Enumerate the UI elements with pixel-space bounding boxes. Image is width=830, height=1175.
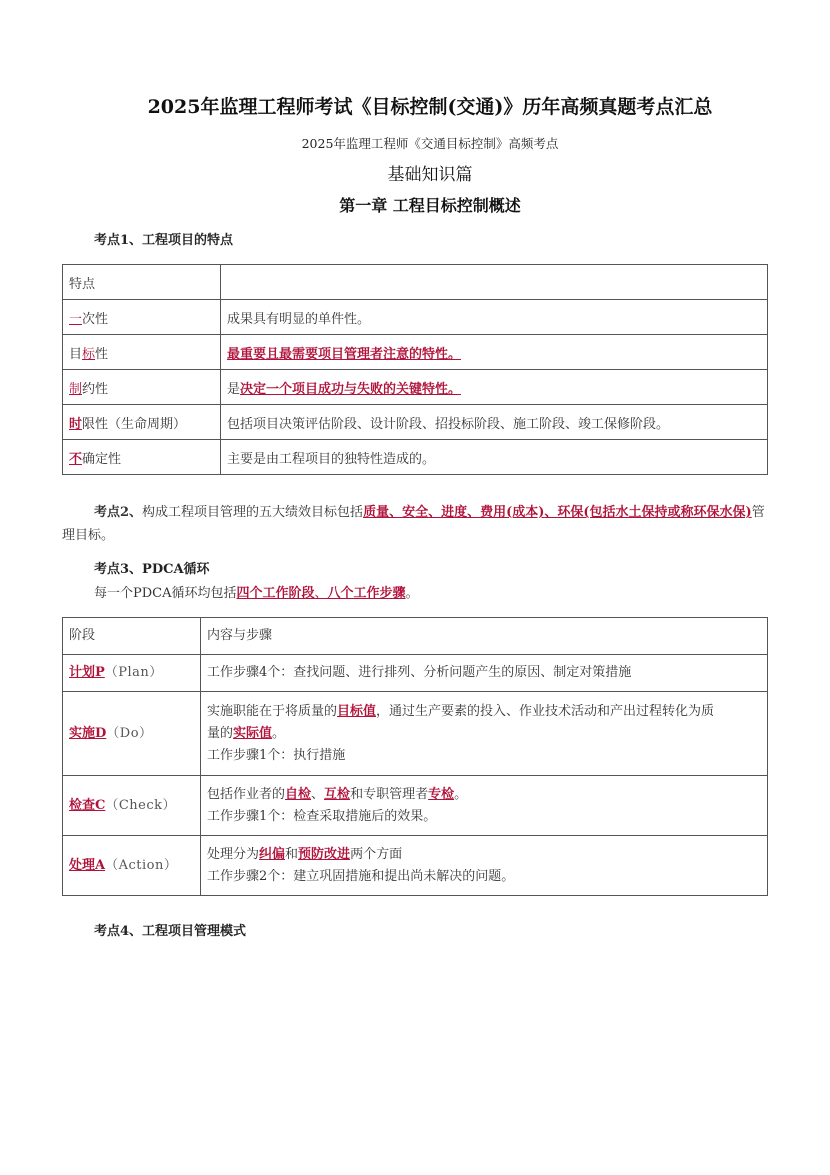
table-row: [63, 300, 768, 335]
table-cell: 目标性: [63, 335, 221, 370]
highlight-text: 四个工作阶段: [236, 586, 315, 601]
section-title: 基础知识篇: [387, 165, 473, 185]
table-cell: 一次性: [63, 300, 221, 335]
table-cell: 主要是由工程项目的独特性造成的。: [221, 440, 768, 475]
kp3-intro: 每一个PDCA循环均包括四个工作阶段、八个工作步骤。: [94, 586, 419, 601]
phase-label: 实施D: [69, 725, 107, 741]
kp3-heading: 考点3、PDCA循环: [94, 562, 210, 577]
kp4-heading: 考点4、工程项目管理模式: [94, 924, 247, 939]
highlight-text: 预防改进: [298, 846, 351, 862]
kp3-table: [62, 617, 768, 896]
table-cell: 实施D（Do）: [63, 692, 201, 776]
table-row: [63, 655, 768, 692]
highlight-char: 不: [69, 451, 83, 467]
highlight-text: 质量、安全、进度、费用(成本): [363, 505, 545, 520]
table-cell: 处理A（Action）: [63, 836, 201, 896]
table-cell: 制约性: [63, 370, 221, 405]
table-row: [63, 370, 768, 405]
table-cell: 包括作业者的自检、互检和专职管理者专检。 工作步骤1个：检查采取措施后的效果。: [201, 776, 768, 836]
table-cell: 是决定一个项目成功与失败的关键特性。: [221, 370, 768, 405]
table-cell: 实施职能在于将质量的目标值，通过生产要素的投入、作业技术活动和产出过程转化为质 量的实际值。 工作步骤1个：执行措施: [201, 692, 768, 776]
table-header-cell: 阶段: [63, 618, 201, 655]
table-row: [63, 692, 768, 776]
table-cell: 不确定性: [63, 440, 221, 475]
highlight-text: 决定一个项目成功与失败的关键特性。: [240, 381, 462, 397]
table-cell: 计划P（Plan）: [63, 655, 201, 692]
table-cell: 成果具有明显的单件性。: [221, 300, 768, 335]
highlight-text: 纠偏: [259, 846, 286, 862]
table-header-cell: 特点: [63, 265, 221, 300]
table-row: [63, 776, 768, 836]
phase-label: 计划P: [69, 665, 105, 680]
table-row: [63, 618, 768, 655]
highlight-text: 八个工作步骤: [327, 586, 406, 601]
table-header-cell: 内容与步骤: [201, 618, 768, 655]
document-subtitle: 2025年监理工程师《交通目标控制》高频考点: [301, 136, 559, 151]
kp1-table: [62, 264, 768, 475]
table-cell: 处理分为纠偏和预防改进两个方面 工作步骤2个：建立巩固措施和提出尚未解决的问题。: [201, 836, 768, 896]
highlight-text: 自检: [285, 786, 312, 802]
table-cell: 检查C（Check）: [63, 776, 201, 836]
highlight-char: 时: [69, 416, 83, 432]
chapter-title: 第一章 工程目标控制概述: [339, 196, 521, 215]
table-cell: [221, 335, 768, 370]
highlight-text: 专检: [428, 786, 455, 802]
highlight-char: 一: [69, 311, 83, 327]
table-cell: 工作步骤4个：查找问题、进行排列、分析问题产生的原因、制定对策措施: [201, 655, 768, 692]
table-row: [63, 265, 768, 300]
kp1-heading: 考点1、工程项目的特点: [94, 233, 234, 248]
table-header-cell: [221, 265, 768, 300]
phase-label: 处理A: [69, 857, 106, 873]
highlight-text: 实际值: [233, 725, 273, 741]
table-row: [63, 405, 768, 440]
table-cell: 时限性（生命周期）: [63, 405, 221, 440]
highlight-char: 制: [69, 381, 83, 397]
phase-label: 检查C: [69, 797, 106, 813]
table-row: [63, 335, 768, 370]
table-row: [63, 836, 768, 896]
highlight-text: 环保(包括水土保持或称环保水保): [557, 505, 752, 520]
highlight-char: 标: [82, 346, 96, 362]
highlight-text: 互检: [324, 786, 351, 802]
highlight-text: 目标值: [337, 703, 377, 719]
table-cell: 包括项目决策评估阶段、设计阶段、招投标阶段、施工阶段、竣工保修阶段。: [221, 405, 768, 440]
document-title: 2025年监理工程师考试《目标控制(交通)》历年高频真题考点汇总: [147, 96, 713, 118]
kp2-paragraph: 考点2、构成工程项目管理的五大绩效目标包括质量、安全、进度、费用(成本)、环保(包括水土保持或称环保水保)管理目标。: [62, 505, 765, 543]
table-row: [63, 440, 768, 475]
highlight-text: 最重要且最需要项目管理者注意的特性。: [227, 346, 462, 362]
